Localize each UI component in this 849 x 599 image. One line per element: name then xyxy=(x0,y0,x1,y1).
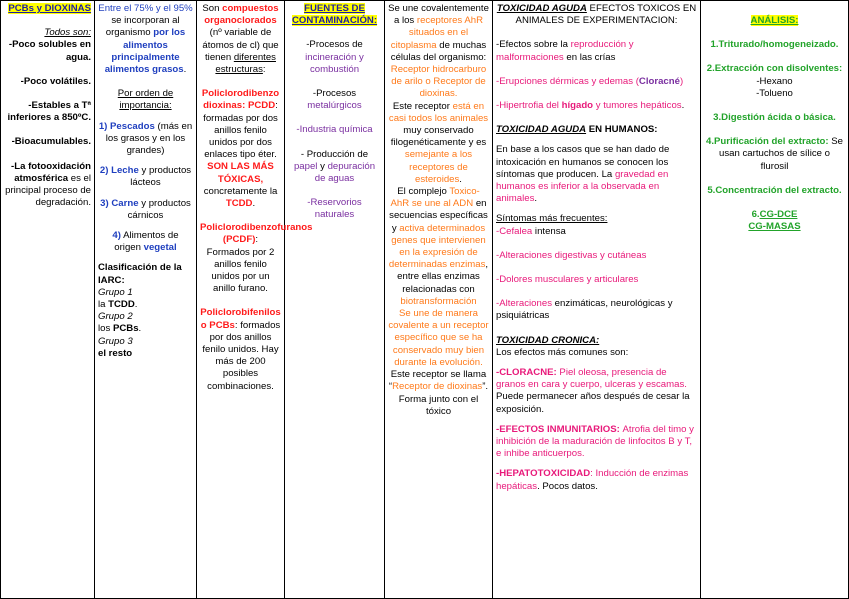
column-title: PCBs y DIOXINAS xyxy=(8,3,91,14)
cell-analysis xyxy=(701,1,849,599)
pcdd-description: Policlorodibenzo dioxinas: PCDD: formadas por dos anillos fenilo unidos por dos enlaces tipo éter. SON LAS MÁS TÓXICAS, concretamente la TCDD. xyxy=(201,88,280,210)
symptom-item: -Alteraciones digestivas y cutáneas xyxy=(496,249,647,261)
cell-exposure xyxy=(95,1,197,599)
intake-text: Entre el 75% y el 95% se incorporan al organismo por los alimentos principalmente alimentos grasos. xyxy=(98,3,193,76)
chronic-subheading: Los efectos más comunes son: xyxy=(496,346,629,358)
mechanism-text: Se une de manera covalente a un receptor específico que se ha conservado muy bien durante la evolución. xyxy=(388,308,489,368)
property-item: -Bioacumulables. xyxy=(11,136,91,148)
todos-son-label: Todos son: xyxy=(44,27,91,39)
symptom-item: -Dolores musculares y articulares xyxy=(496,274,639,286)
degradation-note: -La fotooxidación atmosférica es el principal proceso de degradación. xyxy=(5,160,91,209)
food-item: 4) Alimentos de origen vegetal xyxy=(112,230,179,254)
human-text: En base a los casos que se han dado de intoxicación en humanos se conocen los síntomas que producen. La gravedad en humanos es inferior a la observada en animales. xyxy=(496,144,670,205)
chronic-effect: -EFECTOS INMUNITARIOS: Atrofia del timo y inhibición de la maduración de linfocitos B y T, e inhibe anticuerpos. xyxy=(496,423,694,460)
iarc-group-value: la TCDD. xyxy=(98,299,138,311)
iarc-group-value: los PCBs. xyxy=(98,323,142,335)
cell-toxicity xyxy=(493,1,701,599)
symptoms-heading: Síntomas más frecuentes: xyxy=(496,213,608,225)
mechanism-text: El complejo Toxico-AhR se une al ADN en secuencias específicas y activa determinados genes que intervienen en la expresión de determinadas enzimas, entre ellas enzimas relacionadas con biotransformación xyxy=(388,186,489,307)
iarc-group: Grupo 3 xyxy=(98,335,133,347)
food-item: 3) Carne y productos cárnicos xyxy=(100,197,191,221)
pcb-description: Policlorobifenilos o PCBs: formados por dos anillos fenilo unidos. Hay más de 200 posibles combinaciones. xyxy=(200,307,281,392)
iarc-heading: Clasificación de la IARC: xyxy=(98,262,182,286)
pcdf-description: Policlorodibenzofuranos (PCDF): Formados por 2 anillos fenilo unidos por un anillo furano. xyxy=(200,222,313,295)
cell-pcbs-dioxinas xyxy=(1,1,95,599)
source-item: -Procesos de incineración y combustión xyxy=(305,39,364,75)
toxicity-heading: TOXICIDAD AGUDA EN HUMANOS: xyxy=(496,124,658,136)
iarc-group: Grupo 2 xyxy=(98,311,133,323)
food-item: 2) Leche y productos lácteos xyxy=(99,165,192,189)
importance-heading: Por orden de importancia: xyxy=(117,88,174,112)
effect-item: -Hipertrofia del hígado y tumores hepáticos. xyxy=(496,100,685,112)
analysis-step: 6.CG-DCE xyxy=(751,209,798,221)
symptom-item: -Cefalea intensa xyxy=(496,225,566,237)
source-item: -Procesos metalúrgicos xyxy=(307,88,362,112)
food-item: 1) Pescados (más en los grasos y en los grandes) xyxy=(98,120,193,157)
analysis-step: 5.Concentración del extracto. xyxy=(707,184,842,196)
column-title: FUENTES DE CONTAMINACIÓN: xyxy=(291,3,378,27)
cell-sources xyxy=(285,1,385,599)
iarc-group: Grupo 1 xyxy=(98,286,133,298)
analysis-step: 4.Purificación del extracto: Se usan cartuchos de sílice o flurosil xyxy=(705,136,844,172)
analysis-step: CG-MASAS xyxy=(748,221,801,233)
effect-item: -Efectos sobre la reproducción y malformaciones en las crías xyxy=(496,39,634,63)
cell-mechanism xyxy=(385,1,493,599)
source-item: -Reservorios naturales xyxy=(307,197,362,221)
chronic-heading: TOXICIDAD CRONICA: xyxy=(496,334,600,346)
source-item: -Industria química xyxy=(296,124,373,136)
effect-item: -Erupciones dérmicas y edemas (Cloracné) xyxy=(496,75,684,87)
property-item: -Poco solubles en agua. xyxy=(8,39,91,63)
toxicity-heading: TOXICIDAD AGUDA EFECTOS TOXICOS EN ANIMALES DE EXPERIMENTACION: xyxy=(496,3,697,27)
structure-intro: Son compuestos organoclorados (nº variable de átomos de cl) que tienen diferentes estructuras: xyxy=(202,3,279,76)
analysis-step: 2.Extracción con disolventes: xyxy=(706,63,843,75)
analysis-step: 1.Triturado/homogeneizado. xyxy=(710,39,839,51)
cell-structure xyxy=(197,1,313,599)
mechanism-text: Se une covalentemente a los receptores AhR situados en el citoplasma de muchas células del organismo: Receptor hidrocarburo de arilo o Receptor de dioxinas. xyxy=(388,3,489,100)
iarc-group-value: el resto xyxy=(98,347,133,359)
solvent-item: -Tolueno xyxy=(756,87,793,99)
property-item: -Poco volátiles. xyxy=(20,75,91,87)
mechanism-text: Este receptor está en casi todos los animales muy conservado filogenéticamente y es semejante a los receptores de esteroides. xyxy=(388,100,489,185)
chronic-effect: -HEPATOTOXICIDAD: Inducción de enzimas hepáticas. Pocos datos. xyxy=(496,468,689,492)
analysis-step: 3.Digestión ácida o básica. xyxy=(713,112,836,124)
source-item: - Producción de papel y depuración de aguas xyxy=(293,148,376,185)
property-item: -Estables a Tª inferiores a 850ºC. xyxy=(7,100,91,124)
symptom-item: -Alteraciones enzimáticas, neurológicas y psiquiátricas xyxy=(496,298,673,322)
solvent-item: -Hexano xyxy=(756,75,793,87)
mechanism-text: Este receptor se llama “Receptor de dioxinas”. Forma junto con el tóxico xyxy=(388,369,489,417)
chronic-effect: -CLORACNE: Piel oleosa, presencia de granos en cara y cuerpo, ulceras y escamas. Puede permanecer años después de cesar la exposición. xyxy=(496,367,690,415)
column-title: ANÁLISIS: xyxy=(750,15,799,26)
